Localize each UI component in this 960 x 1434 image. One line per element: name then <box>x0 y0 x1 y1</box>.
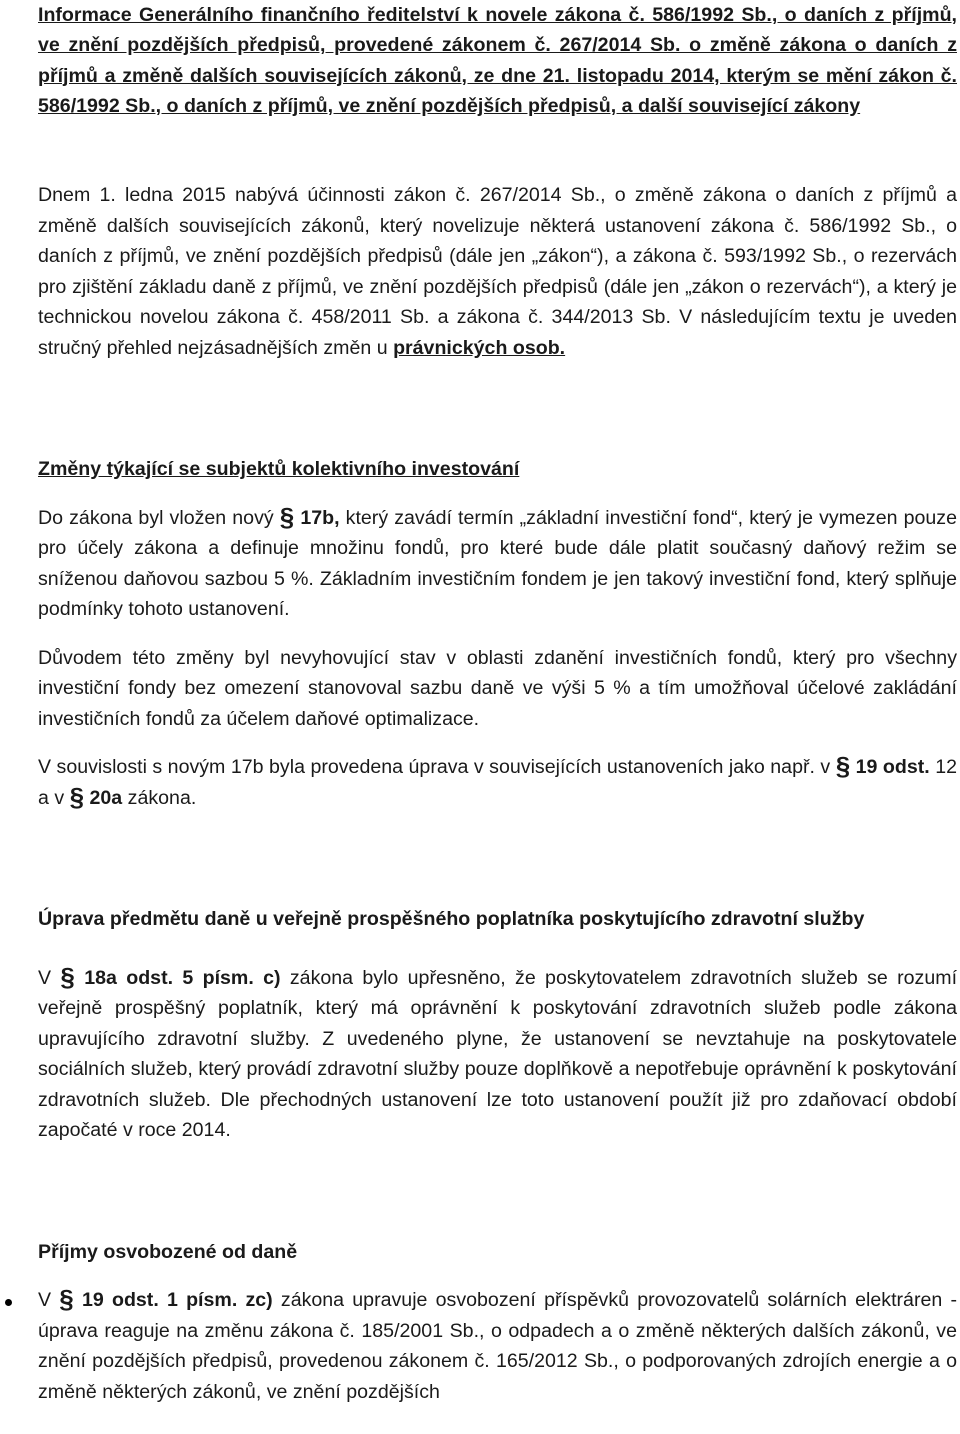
section-heading-collective-investment: Změny týkající se subjektů kolektivního investování <box>38 458 520 481</box>
section-ref: 19 odst. <box>855 756 930 779</box>
bullet-icon <box>5 1299 12 1306</box>
spacer <box>38 625 957 643</box>
paragraph-sign: § <box>59 1284 74 1315</box>
intro-emphasis: právnických osob. <box>393 336 566 359</box>
text-run: Do zákona byl vložen nový <box>38 506 280 529</box>
paragraph-sign: § <box>835 751 851 782</box>
section-ref: 19 odst. 1 písm. zc) <box>81 1289 273 1312</box>
section3-item-1 <box>38 1285 957 1407</box>
section-heading-health-services: Úprava předmětu daně u veřejně prospěšného poplatníka poskytujícího zdravotní služby <box>38 908 865 931</box>
text-run: zákona bylo upřesněno, že poskytovatelem zdravotních služeb se rozumí veřejně prospěšný poplatník, který má oprávnění k poskytování zdravotních služeb podle zákona upravujícího zdravotní služby. Z uvedeného plyne, že ustanovení se nevztahuje na poskytovatele sociálních služeb, který provádí zdravotní služby pouze doplňkově a nepotřebuje oprávnění k poskytování zdravotních služeb. Dle přechodných ustanovení lze toto ustanovení použít již pro zdaňovací období započaté v roce 2014. <box>38 966 958 1142</box>
spacer <box>38 813 957 904</box>
spacer <box>38 935 957 963</box>
section1-paragraph-2: Důvodem této změny byl nevyhovující stav v oblasti zdanění investičních fondů, který pro všechny investiční fondy bez omezení stanovoval sazbu daně ve výši 5 % a tím umožňoval účelové zakládání investičních fondů za účelem daňové optimalizace. <box>38 646 957 730</box>
text-run: V souvislosti s novým 17b byla provedena úprava v souvisejících ustanoveních jako např. v <box>38 756 836 779</box>
text-run: V <box>38 1289 60 1312</box>
paragraph-sign: § <box>69 781 85 812</box>
document-title: Informace Generálního finančního ředitelství k novele zákona č. 586/1992 Sb., o daních z příjmů, ve znění pozdějších předpisů, provedené zákonem č. 267/2014 Sb. o změně zákona o daních z příjmů a změně dalších souvisejících zákonů, ze dne 21. listopadu 2014, kterým se mění zákon č. 586/1992 Sb., o daních z příjmů, ve znění pozdějších předpisů, a další související zákony <box>38 4 957 117</box>
section2-paragraph-1 <box>38 963 957 1146</box>
section-ref: c) <box>253 966 281 989</box>
text-run: zákona. <box>122 786 197 809</box>
text-run: zákona upravuje osvobození příspěvků provozovatelů solárních elektráren - úprava reaguje na změnu zákona č. 185/2001 Sb., o odpadech a o změně některých dalších zákonů, ve znění pozdějších předpisů, provedenou zákonem č. 165/2012 Sb., o podporovaných zdrojích energie a o změně některých zákonů, ve znění pozdějších <box>38 1289 957 1403</box>
document-page <box>38 0 957 1407</box>
spacer <box>38 1267 957 1285</box>
section-ref: 18a odst. 5 písm. <box>84 966 254 989</box>
spacer <box>38 485 957 503</box>
text-run: V <box>38 966 61 989</box>
spacer <box>38 1146 957 1237</box>
intro-text: Dnem 1. ledna 2015 nabývá účinnosti zákon č. 267/2014 Sb., o změně zákona o daních z příjmů a změně dalších souvisejících zákonů, který novelizuje některá ustanovení zákona č. 586/1992 Sb., o daních z příjmů, ve znění pozdějších předpisů (dále jen „zákon“), a zákona č. 593/1992 Sb., o rezervách pro zjištění základu daně z příjmů, ve znění pozdějších předpisů (dále jen „zákon o rezervách“), a který je technickou novelou zákona č. 458/2011 Sb. a zákona č. 344/2013 Sb. V následujícím textu je uveden stručný přehled nejzásadnějších změn u <box>38 184 957 359</box>
list-item <box>38 1285 957 1407</box>
section1-paragraph-1 <box>38 503 957 625</box>
spacer <box>38 363 957 454</box>
intro-paragraph <box>38 180 957 363</box>
section-ref: 20a <box>89 786 123 809</box>
section1-paragraph-3 <box>38 752 957 813</box>
section-ref: 17b, <box>300 506 340 529</box>
text-run: 12 a v <box>38 756 957 809</box>
text-run: který zavádí termín „základní investiční fond“, který je vymezen pouze pro účely zákona a definuje množinu fondů, pro které bude dále platit současný daňový režim se sníženou daňovou sazbou 5 %. Základním investičním fondem je jen takový investiční fond, který splňuje podmínky tohoto ustanovení. <box>38 506 957 621</box>
paragraph-sign: § <box>60 961 75 992</box>
paragraph-sign: § <box>279 501 295 532</box>
section-heading-exempt-income: Příjmy osvobozené od daně <box>38 1240 298 1263</box>
spacer <box>38 734 957 752</box>
